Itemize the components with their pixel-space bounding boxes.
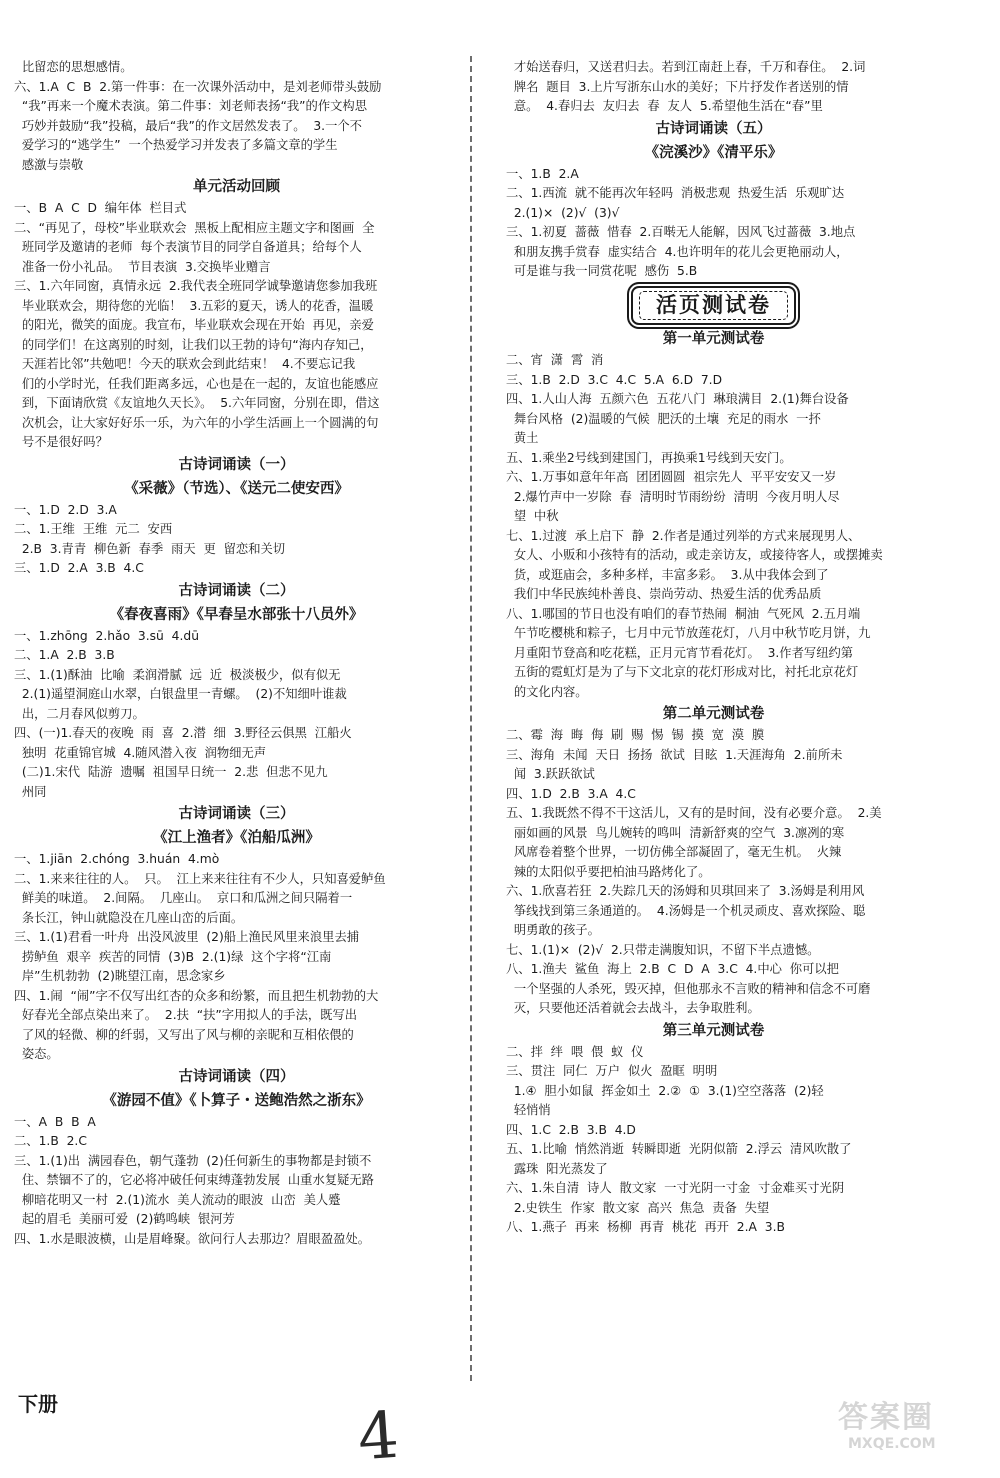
section-heading: 古诗词诵读（五） [655, 120, 772, 137]
answer-line: 二、1.来来往往的人。 只。 江上来来往往有不少人，只知喜爱鲈鱼 [14, 871, 386, 886]
answer-line: 月重阳节登高和吃花糕，正月元宵节看花灯。 3.作者写纽约第 [506, 645, 854, 660]
answer-line: 号不是很好吗？ [14, 435, 108, 449]
answer-line: 一、1.zhōng 2.hǎo 3.sū 4.dū [14, 628, 199, 643]
answer-line: 柳暗花明又一村 2.(1)流水 美人流动的眼波 山峦 美人蹙 [14, 1192, 341, 1207]
answer-line: 一、B A C D 编年体 栏目式 [14, 201, 187, 215]
answer-line: 辣的太阳似乎要把柏油马路烤化了。 [506, 864, 711, 879]
answer-line: 三、1.B 2.D 3.C 4.C 5.A 6.D 7.D [506, 372, 723, 387]
answer-line: 二、拌 绊 喂 偎 蚁 仪 [506, 1044, 644, 1059]
answer-line: 四、1.D 2.B 3.A 4.C [506, 786, 636, 801]
answer-line: 八、1.渔夫 鲨鱼 海上 2.B C D A 3.C 4.中心 你可以把 [506, 962, 839, 976]
answer-line: 六、1.朱自清 诗人 散文家 一寸光阴一寸金 寸金难买寸光阴 [506, 1181, 845, 1195]
answer-line: 三、1.(1)酥油 比喻 柔润滑腻 远 近 极淡极少，似有似无 [14, 667, 341, 682]
answer-line: 七、1.(1)× (2)√ 2.只带走满腹知识，不留下半点遗憾。 [506, 942, 820, 957]
answer-line: 三、1.初夏 蔷薇 惜春 2.百啭无人能解，因风飞过蔷薇 3.地点 [506, 225, 856, 239]
watermark-main-text: 答案圈 [838, 1400, 934, 1435]
answer-line: 一个坚强的人杀死，毁灭掉，但他那永不言败的精神和信念不可磨 [506, 981, 871, 996]
answer-line: 二、1.王维 王维 元二 安西 [14, 522, 173, 536]
answer-line: “我”再来一个魔术表演。第二件事：刘老师表扬“我”的作文构思 [14, 99, 368, 113]
answer-line: 2.爆竹声中一岁除 春 清明时节雨纷纷 清明 今夜月明人尽 [506, 489, 840, 504]
answer-line: 的阳光，微笑的面庞。我宣布，毕业联欢会现在开始 再见，亲爱 [14, 318, 374, 332]
answer-line: 八、1.燕子 再来 杨柳 再青 桃花 再开 2.A 3.B [506, 1220, 785, 1234]
answer-line: 2.史铁生 作家 散文家 高兴 焦急 责备 失望 [506, 1200, 770, 1215]
answer-line: 可是谁与我一同赏花呢 感伤 5.B [506, 264, 698, 278]
section-heading: 古诗词诵读（三） [178, 806, 295, 822]
answer-line: 八、1.哪国的节日也没有咱们的春节热闹 桐油 气死风 2.五月端 [506, 606, 861, 621]
answer-line: 四、1.水是眼波横，山是眉峰聚。欲问行人去那边？眉眼盈盈处。 [14, 1231, 371, 1246]
answer-line: 三、贯注 同仁 万户 似火 盈眶 明明 [506, 1064, 718, 1078]
answer-line: 六、1.万事如意年年高 团团圆圆 祖宗先人 平平安安又一岁 [506, 470, 837, 484]
answer-line: 毕业联欢会，期待您的光临！ 3.五彩的夏天，诱人的花香，温暖 [14, 298, 374, 313]
answer-line: (二)1.宋代 陆游 遗嘱 祖国早日统一 2.悲 但悲不见九 [14, 765, 328, 779]
section-heading: 《江上渔者》《泊船瓜洲》 [153, 830, 320, 846]
section-badge [506, 286, 921, 326]
answer-line: 捞鲈鱼 艰辛 疾苦的同情 (3)B 2.(1)绿 这个字将“江南 [14, 949, 332, 964]
answer-line: 二、1.西流 就不能再次年轻吗 消极悲观 热爱生活 乐观旷达 [506, 186, 845, 200]
answer-line: 二、1.B 2.C [14, 1134, 87, 1148]
answer-line: 州同 [14, 784, 47, 799]
answer-line: 出，二月春风似剪刀。 [14, 706, 145, 721]
answer-line: 班同学及邀请的老师 每个表演节目的同学自备道具；给每个人 [14, 240, 362, 254]
answer-line: 三、1.六年同窗，真情永远 2.我代表全班同学诚挚邀请您参加我班 [14, 279, 378, 293]
answer-line: 四、1.闹 “闹”字不仅写出红杏的众多和纷繁，而且把生机勃勃的大 [14, 988, 379, 1003]
section-heading: 单元活动回顾 [193, 179, 280, 195]
answer-line: 了风的轻微、柳的纤弱，又写出了风与柳的亲昵和互相依偎的 [14, 1027, 354, 1042]
answer-line: 一、A B B A [14, 1114, 96, 1129]
answer-line: 比留恋的思想感情。 [14, 60, 133, 74]
answer-line: 住、禁锢不了的，它必将冲破任何束缚蓬勃发展 山重水复疑无路 [14, 1173, 374, 1187]
answer-line: 六、1.欣喜若狂 2.失踪几天的汤姆和贝琪回来了 3.汤姆是利用风 [506, 884, 865, 898]
answer-line: 独明 花重锦官城 4.随风潜入夜 润物细无声 [14, 745, 267, 760]
answer-line: 巧妙并鼓励“我”投稿，最后“我”的作文居然发表了。 3.一个不 [14, 118, 362, 133]
section-heading: 第三单元测试卷 [662, 1022, 765, 1039]
section-heading: 《采薇》（节选）、《送元二使安西》 [124, 480, 349, 497]
answer-line: 条长江，钟山就隐没在几座山峦的后面。 [14, 910, 244, 925]
volume-label: 下册 [18, 1392, 58, 1416]
answer-line: 天涯若比邻”共勉吧！今天的联欢会到此结束！ 4.不要忘记我 [14, 357, 356, 371]
answer-line: 准备一份小礼品。 节目表演 3.交换毕业赠言 [14, 259, 271, 274]
answer-line: 一、1.jiān 2.chóng 3.huán 4.mò [14, 852, 220, 866]
answer-line: 和朋友携手赏春 虚实结合 4.也许明年的花儿会更艳丽动人， [506, 244, 849, 259]
watermark-logo [838, 1392, 988, 1472]
answer-line: 五街的霓虹灯是为了与下文北京的花灯形成对比，衬托北京花灯 [506, 665, 859, 679]
answer-line: 闻 3.跃跃欲试 [506, 767, 595, 781]
answer-line: 姿态。 [14, 1047, 59, 1061]
answer-line: 2.(1)× (2)√ (3)√ [506, 205, 620, 220]
section-heading: 第一单元测试卷 [662, 331, 765, 347]
answer-line: 的同学们！在这离别的时刻，让我们以王勃的诗句“海内存知己， [14, 337, 373, 352]
answer-line: 货，或逛庙会，多种多样，丰富多彩。 3.从中我体会到了 [506, 567, 829, 582]
section-heading: 《游园不值》《卜算子・送鲍浩然之浙东》 [102, 1092, 371, 1109]
answer-line: 筝线找到第三条通道的。 4.汤姆是一个机灵顽皮、喜欢探险、聪 [506, 903, 866, 918]
section-heading: 第二单元测试卷 [662, 706, 765, 722]
handwritten-page-mark: 4 [355, 1398, 402, 1476]
answer-line: 轻悄悄 [506, 1103, 551, 1117]
column-divider [470, 56, 472, 1381]
answer-line: 六、1.A C B 2.第一件事：在一次课外活动中，是刘老师带头鼓励 [14, 79, 382, 94]
answer-line: 爱学习的“逃学生” 一个热爱学习并发表了多篇文章的学生 [14, 138, 338, 152]
answer-line: 2.B 3.青青 柳色新 春季 雨天 更 留恋和关切 [14, 541, 286, 556]
answer-line: 到，下面请欣赏《友谊地久天长》。 5.六年同窗，分别在即，借这 [14, 396, 380, 410]
answer-line: 起的眉毛 美丽可爱 (2)鹤鸣峡 银河芳 [14, 1212, 235, 1226]
answer-line: 的文化内容。 [506, 684, 588, 699]
answer-line: 七、1.过渡 承上启下 静 2.作者是通过列举的方式来展现男人、 [506, 528, 861, 543]
answer-line: 好春光全部点染出来了。 2.扶 “扶”字用拟人的手法，既写出 [14, 1008, 358, 1022]
answer-line: 四、1.人山人海 五颜六色 五花八门 琳琅满目 2.(1)舞台设备 [506, 392, 849, 406]
left-column [14, 58, 459, 1249]
right-column [506, 58, 921, 1238]
section-heading: 古诗词诵读（二） [178, 582, 295, 599]
answer-line: 风席卷着整个世界，一切仿佛全部凝固了，毫无生机。 火辣 [506, 845, 842, 859]
answer-line: 明勇敢的孩子。 [506, 923, 600, 937]
answer-line: 三、1.(1)君看一叶舟 出没风波里 (2)船上渔民风里来浪里去捕 [14, 930, 360, 944]
answer-line: 舞台风格 (2)温暖的气候 肥沃的土壤 充足的雨水 一抔 [506, 411, 821, 426]
watermark-url: MXQE.COM [848, 1436, 936, 1452]
answer-line: 二、“再见了，母校”毕业联欢会 黑板上配相应主题文字和图画 全 [14, 220, 375, 235]
answer-line: 二、霉 海 晦 侮 刷 赐 惕 锡 摸 宽 漠 膜 [506, 728, 765, 742]
answer-line: 灭，只要他还活着就会去战斗，去争取胜利。 [506, 1001, 760, 1015]
answer-line: 丽如画的风景 鸟儿婉转的鸣叫 清新舒爽的空气 3.凛冽的寒 [506, 825, 845, 840]
answer-line: 1.④ 胆小如鼠 挥金如土 2.② ① 3.(1)空空落落 (2)轻 [506, 1083, 824, 1098]
answer-line: 牌名 题目 3.上片写浙东山水的美好；下片抒发作者送别的情 [506, 79, 849, 94]
badge-frame [631, 286, 796, 326]
answer-line: 三、1.(1)出 满园春色，朝气蓬勃 (2)任何新生的事物都是封锁不 [14, 1153, 372, 1168]
answer-line: 岸”生机勃勃 (2)眺望江南，思念家乡 [14, 969, 226, 983]
answer-line: 四、(一)1.春天的夜晚 雨 喜 2.潜 细 3.野径云俱黑 江船火 [14, 726, 352, 740]
answer-line: 二、宵 潇 霄 消 [506, 353, 604, 367]
section-heading: 古诗词诵读（一） [178, 456, 295, 473]
answer-line: 三、海角 未闻 天日 扬扬 欲试 目眩 1.天涯海角 2.前所未 [506, 747, 843, 762]
answer-line: 五、1.我既然不得不干这活儿，又有的是时间，没有必要介意。 2.美 [506, 806, 882, 820]
answer-line: 五、1.比喻 悄然消逝 转瞬即逝 光阴似箭 2.浮云 清风吹散了 [506, 1142, 852, 1156]
answer-line: 意。 4.春归去 友归去 春 友人 5.希望他生活在“春”里 [506, 99, 823, 113]
answer-line: 才始送春归，又送君归去。若到江南赶上春，千万和春住。 2.词 [506, 60, 866, 74]
answer-line: 女人、小贩和小孩特有的活动，或走亲访友，或接待客人，或摆摊卖 [506, 548, 883, 562]
answer-line: 五、1.乘坐2号线到建国门，再换乘1号线到天安门。 [506, 450, 792, 465]
answer-line: 我们中华民族纯朴善良、崇尚劳动、热爱生活的优秀品质 [506, 587, 822, 601]
answer-line: 三、1.D 2.A 3.B 4.C [14, 561, 144, 575]
badge-title: 活页测试卷 [639, 291, 788, 321]
answer-line: 们的小学时光，任我们距离多远，心也是在一起的，友谊也能感应 [14, 376, 379, 391]
answer-line: 次机会，让大家好好乐一乐，为六年的小学生活画上一个圆满的句 [14, 415, 379, 430]
answer-line: 2.(1)遥望洞庭山水翠，白银盘里一青螺。 (2)不知细叶谁裁 [14, 687, 347, 701]
answer-line: 一、1.B 2.A [506, 166, 579, 181]
section-heading: 《春夜喜雨》《早春呈水部张十八员外》 [109, 606, 364, 623]
answer-line: 露珠 阳光蒸发了 [506, 1161, 608, 1176]
answer-line: 一、1.D 2.D 3.A [14, 502, 117, 517]
answer-line: 感激与崇敬 [14, 157, 84, 172]
section-heading: 《浣溪沙》《清平乐》 [644, 144, 783, 161]
answer-line: 午节吃樱桃和粽子，七月中元节放莲花灯，八月中秋节吃月饼，九 [506, 626, 871, 640]
answer-line: 二、1.A 2.B 3.B [14, 648, 115, 662]
answer-line: 鲜美的味道。 2.间隔。 几座山。 京口和瓜洲之间只隔着一 [14, 891, 353, 905]
section-heading: 古诗词诵读（四） [178, 1068, 295, 1085]
answer-line: 四、1.C 2.B 3.B 4.D [506, 1122, 636, 1137]
answer-line: 望 中秋 [506, 509, 559, 523]
answer-line: 黄土 [506, 431, 539, 445]
